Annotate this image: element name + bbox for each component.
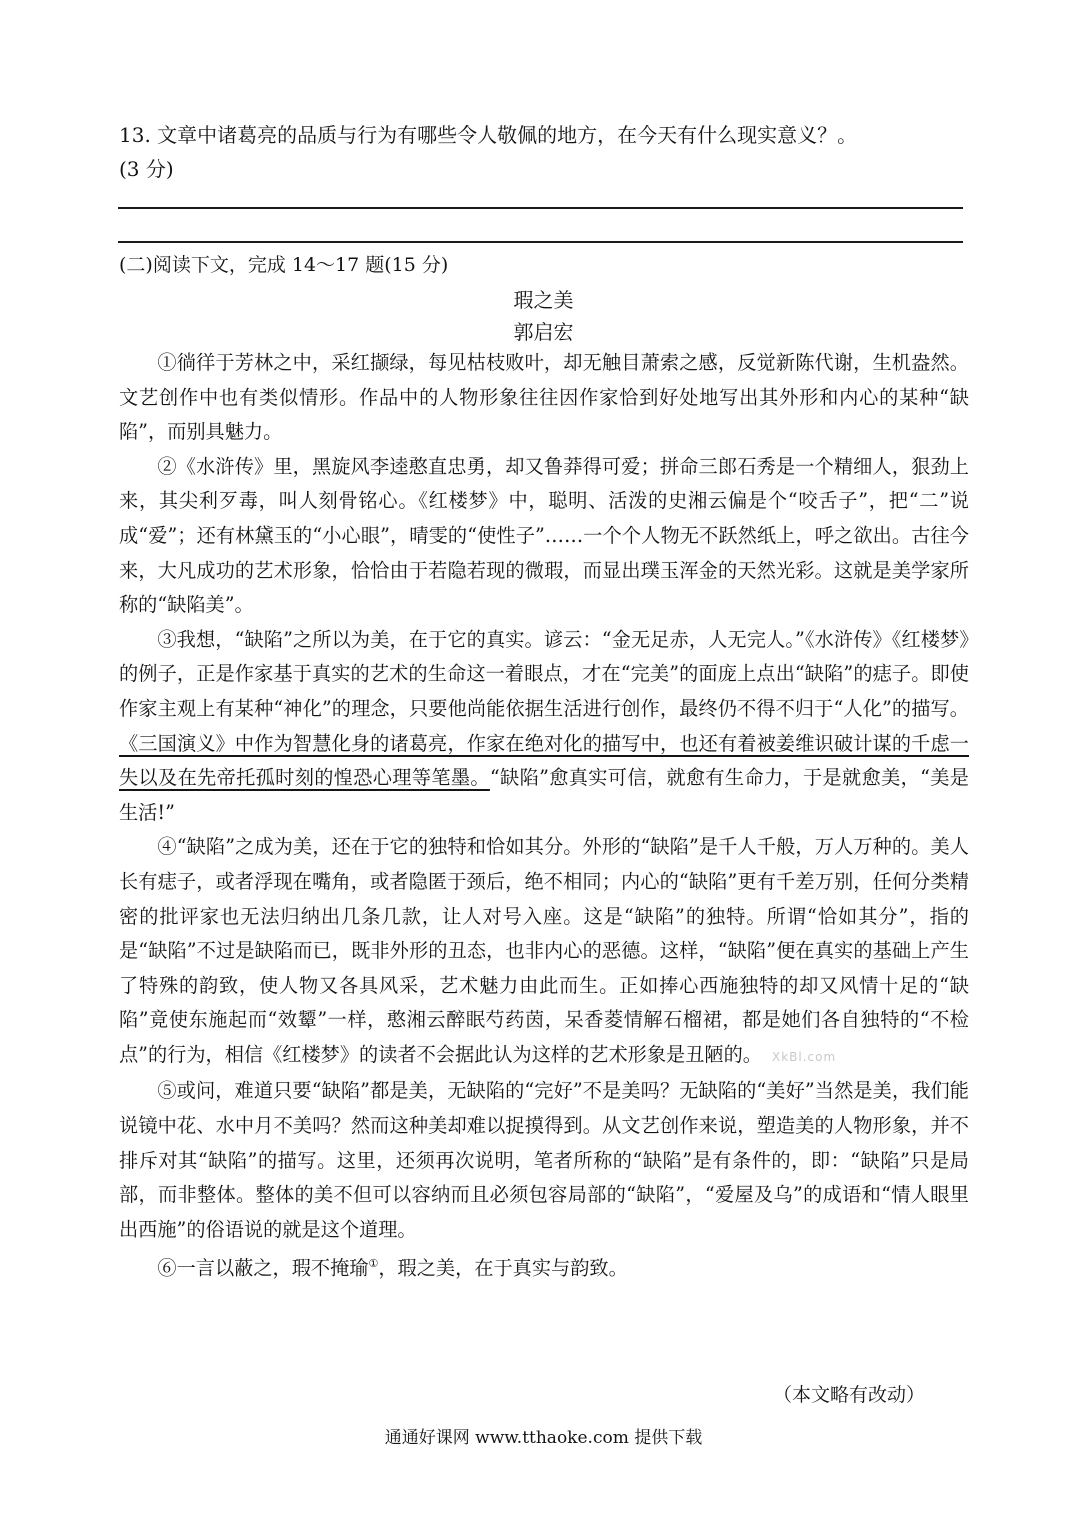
question-13 xyxy=(119,118,974,186)
answer-line-1[interactable] xyxy=(118,207,963,209)
article-title: 瑕之美 xyxy=(513,288,574,312)
watermark: XkBl.com xyxy=(772,1049,837,1064)
question-13-points: (3 分) xyxy=(119,157,174,181)
edit-note: （本文略有改动） xyxy=(773,1384,926,1406)
article-author: 郭启宏 xyxy=(513,320,574,344)
page-footer: 通通好课网 www.tthaoke.com 提供下载 xyxy=(384,1428,703,1448)
paragraph-6 xyxy=(119,1247,969,1286)
paragraph-5: ⑤或问，难道只要“缺陷”都是美，无缺陷的“完好”不是美吗？无缺陷的“美好”当然是美，我们能说镜中花、水中月不美吗？然而这种美却难以捉摸得到。从文艺创作来说，塑造美的人物形象，并不排斥对其“缺陷”的描写。这里，还须再次说明，笔者所称的“缺陷”是有条件的，即：“缺陷”只是局部，而非整体。整体的美不但可以容纳而且必须包容局部的“缺陷”，“爱屋及乌”的成语和“情人眼里出西施”的俗语说的就是这个道理。 xyxy=(119,1079,969,1241)
paragraph-4 xyxy=(119,830,969,1074)
paragraph-6-text-a: ⑥一言以蔽之，瑕不掩瑜 xyxy=(157,1256,369,1280)
footnote-marker: ① xyxy=(368,1257,379,1271)
section-heading: (二)阅读下文，完成 14～17 题(15 分) xyxy=(119,254,449,276)
paragraph-2: ②《水浒传》里，黑旋风李逵憨直忠勇，却又鲁莽得可爱；拼命三郎石秀是一个精细人，狠劲上来，其尖利歹毒，叫人刻骨铭心。《红楼梦》中，聪明、活泼的史湘云偏是个“咬舌子”，把“二”说成“爱”；还有林黛玉的“小心眼”，晴雯的“使性子”……一个个人物无不跃然纸上，呼之欲出。古往今来，大凡成功的艺术形象，恰恰由于若隐若现的微瑕，而显出璞玉浑金的天然光彩。这就是美学家所称的“缺陷美”。 xyxy=(119,454,969,617)
answer-line-2[interactable] xyxy=(118,241,963,243)
paragraph-3-text-a: ③我想，“缺陷”之所以为美，在于它的真实。谚云：“金无足赤，人无完人。”《水浒传》《红楼梦》的例子，正是作家基于真实的艺术的生命这一着眼点，才在“完美”的面庞上点出“缺陷”的痣子。即使作家主观上有某种“神化”的理念，只要他尚能依据生活进行创作，最终仍不得不归于“人化”的描写。 xyxy=(119,627,969,720)
underlined-sentence: 《三国演义》中作为智慧化身的诸葛亮，作家在绝对化的描写中，也还有着被姜维识破计谋的千虑一失以及在先帝托孤时刻的惶恐心理等笔墨。 xyxy=(119,731,969,790)
article-body xyxy=(119,346,969,1286)
question-13-text: 13. 文章中诸葛亮的品质与行为有哪些令人敬佩的地方，在今天有什么现实意义？。 xyxy=(119,123,858,147)
paragraph-1: ①徜徉于芳林之中，采红撷绿，每见枯枝败叶，却无触目萧索之感，反觉新陈代谢，生机盎然。文艺创作中也有类似情形。作品中的人物形象往往因作家恰到好处地写出其外形和内心的某种“缺陷”，而别具魅力。 xyxy=(119,351,969,444)
paragraph-4-text: ④“缺陷”之成为美，还在于它的独特和恰如其分。外形的“缺陷”是千人千般，万人万种的。美人长有痣子，或者浮现在嘴角，或者隐匿于颈后，绝不相同；内心的“缺陷”更有千差万别，任何分类精密的批评家也无法归纳出几条几款，让人对号入座。这是“缺陷”的独特。所谓“恰如其分”，指的是“缺陷”不过是缺陷而已，既非外形的丑态，也非内心的恶德。这样，“缺陷”便在真实的基础上产生了特殊的韵致，使人物又各具风采，艺术魅力由此而生。正如捧心西施独特的却又风情十足的“缺陷”竟使东施起而“效颦”一样，憨湘云醉眠芍药茵，呆香菱情解石榴裙，都是她们各自独特的“不检点”的行为，相信《红楼梦》的读者不会据此认为这样的艺术形象是丑陋的。 xyxy=(119,835,969,1066)
paragraph-3 xyxy=(119,623,969,831)
paragraph-3-text-b: “缺陷”愈真实可信，就愈有生命力，于是就愈美，“美是生活!” xyxy=(119,766,969,824)
paragraph-6-text-b: ，瑕之美，在于真实与韵致。 xyxy=(378,1256,628,1280)
